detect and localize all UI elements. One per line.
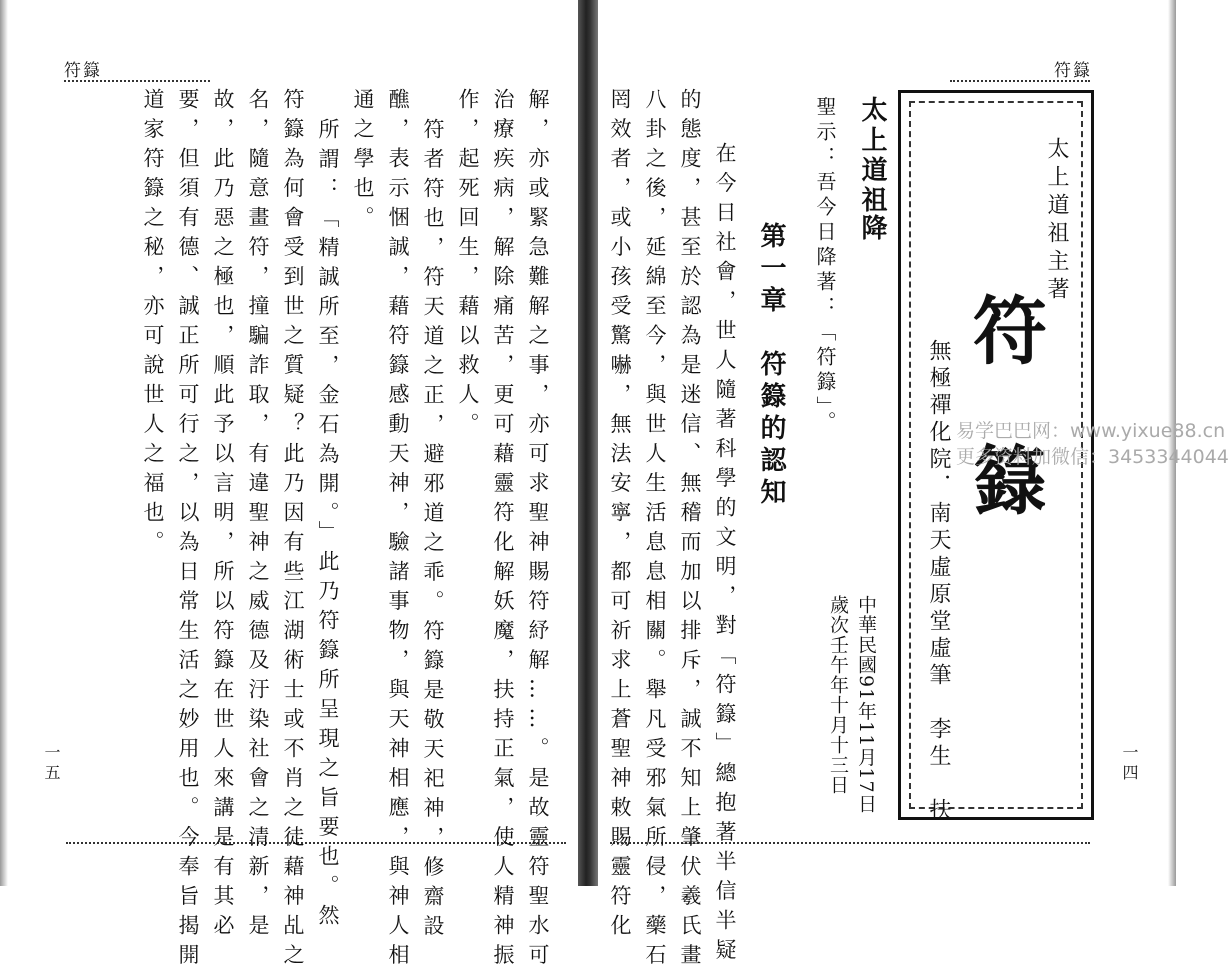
author-line: 太上道祖主著 <box>1044 137 1069 305</box>
date-line-roc: 中華民國91年11月17日 <box>855 595 877 814</box>
text-column: 作，起死回生，藉以救人。 <box>456 88 480 442</box>
watermark-line-2: 更多资料加微信：3453344044 <box>956 446 1229 468</box>
text-column: 名，隨意畫符，撞騙詐取，有違聖神之威德及汙染社會之清新，是 <box>246 88 270 944</box>
text-column: 符籙為何會受到世之質疑？此乃因有些江湖術士或不肖之徒藉神乩之 <box>281 88 305 973</box>
text-column: 醮，表示悃誠，藉符籙感動天神，驗諸事物，與天神相應，與神人相 <box>386 88 410 973</box>
text-column: 治療疾病，解除痛苦，更可藉靈符化解妖魔，扶持正氣，使人精神振 <box>491 88 515 973</box>
date-line-lunar: 歲次壬午年十月十三日 <box>827 595 849 795</box>
left-page <box>0 0 578 973</box>
text-column: 道家符籙之秘，亦可說世人之福也。 <box>141 88 165 560</box>
text-column-tail: ……。是故靈符聖水可 <box>526 678 550 973</box>
page-edge-left <box>0 0 8 886</box>
deity-descend: 降 <box>857 214 887 240</box>
text-column: 所謂：「精誠所至，金石為開。」此乃符籙所呈現之旨要也。然 <box>316 118 340 934</box>
temple-line: 無極禪化院．南天虛原堂虛筆 李生 扶 <box>926 339 951 825</box>
running-head-right: 符籙 <box>1054 61 1092 81</box>
text-column: 在今日社會，世人隨著科學的文明，對「符籙」總抱著半信半疑 <box>713 142 737 968</box>
watermark <box>956 418 1229 470</box>
page-number-right: 一四 <box>1120 744 1139 784</box>
text-column: 罔效者，或小孩受驚嚇，無法安寧，都可祈求上蒼聖神敕賜靈符化 <box>608 88 632 944</box>
text-column: 要，但須有德、誠正所可行之，以為日常生活之妙用也。今奉旨揭開 <box>176 88 200 973</box>
text-column: 八卦之後，延綿至今，與世人生活息息相關。舉凡受邪氣所侵，藥石 <box>643 88 667 973</box>
page-number-left: 一五 <box>42 744 61 784</box>
text-column: 故，此乃惡之極也，順此予以言明，所以符籙在世人來講是有其必 <box>211 88 235 944</box>
text-column-head: 解，亦或緊急難解之事，亦可求聖神賜符紓解 <box>526 88 550 678</box>
text-column: 的態度，甚至於認為是迷信、無稽而加以排斥，誠不知上肇伏羲氏畫 <box>678 88 702 973</box>
big-title-fu: 符 <box>973 289 1047 375</box>
watermark-line-1: 易学巴巴网：www.yixue88.cn <box>956 420 1226 442</box>
running-head-left: 符籙 <box>64 61 102 81</box>
text-column: 通之學也。 <box>351 88 375 236</box>
chapter-title: 第一章 符籙的認知 <box>756 222 786 510</box>
deity-title: 太上道祖 <box>857 96 887 216</box>
decree-line: 聖示：吾今日降著：「符籙」。 <box>813 96 837 436</box>
book-gutter <box>578 0 598 886</box>
text-column: 符者符也，符天道之正，避邪道之乖。符籙是敬天祀神，修齋設 <box>421 118 445 944</box>
big-title-lu: 籙 <box>973 439 1047 525</box>
header-rule-right <box>950 80 1090 82</box>
text-column <box>523 88 553 973</box>
header-rule-left <box>64 80 210 82</box>
